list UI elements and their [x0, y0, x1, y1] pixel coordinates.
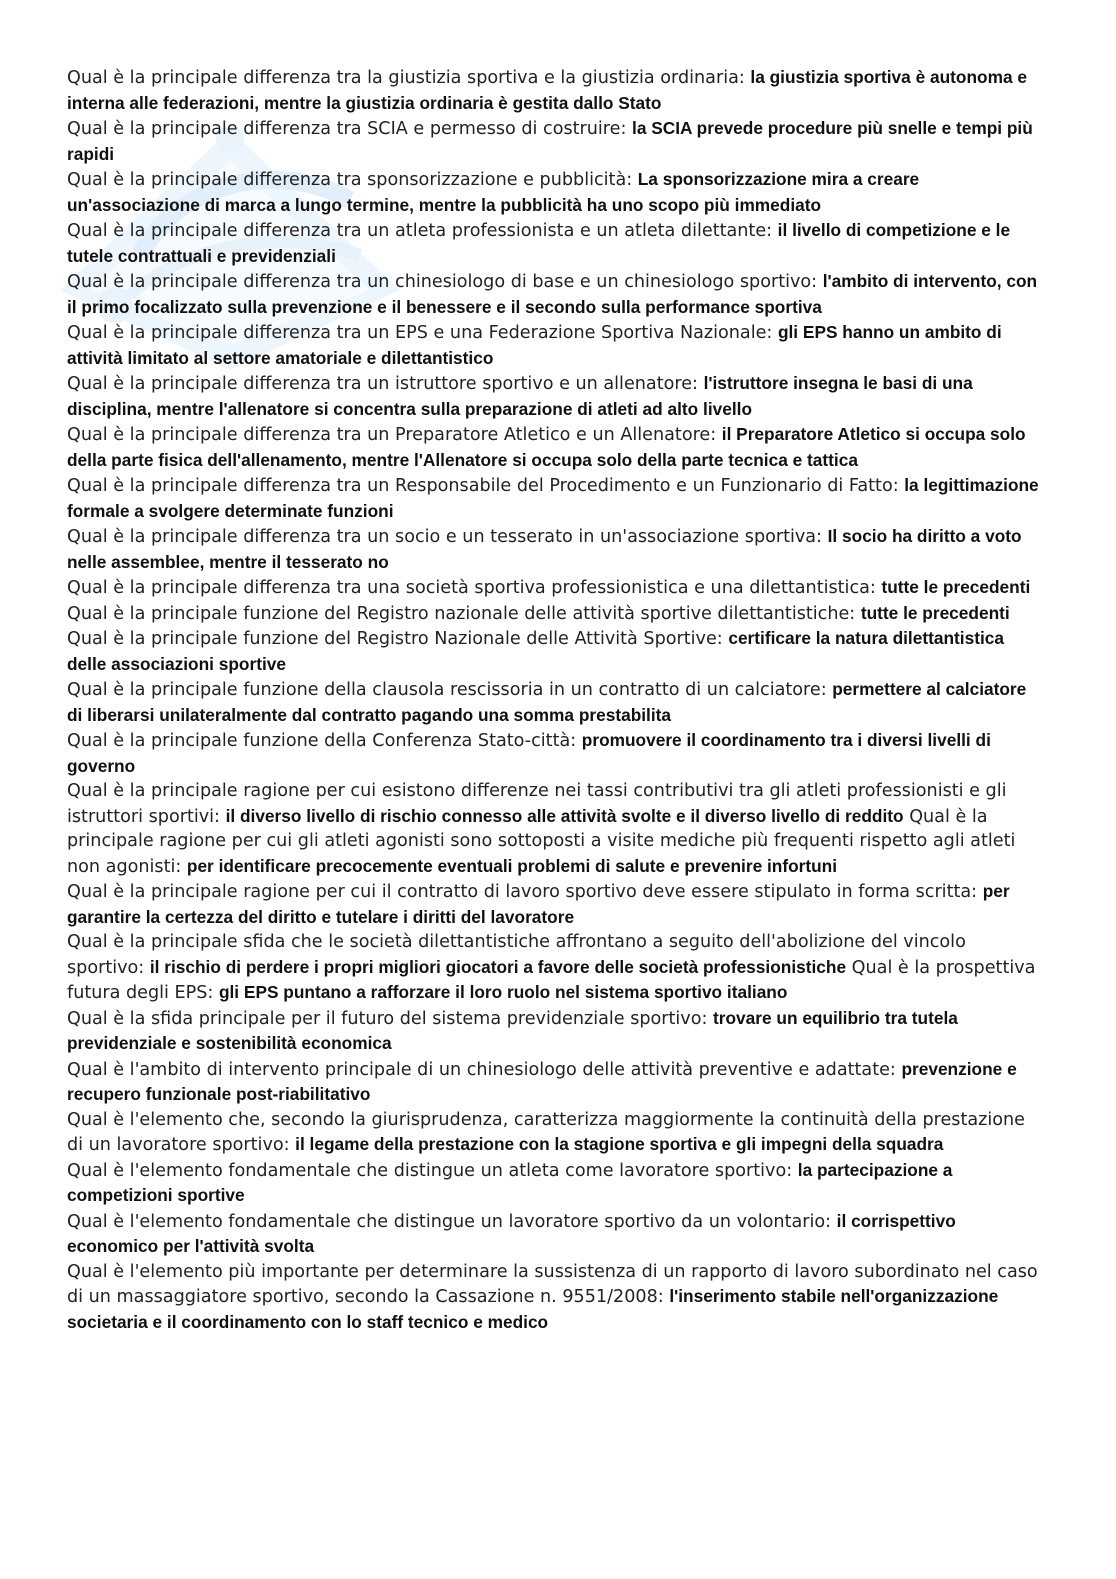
qa-entry — [67, 1057, 1042, 1108]
qa-entry — [67, 677, 1042, 728]
qa-entry — [67, 1158, 1042, 1209]
question-text: Qual è la principale differenza tra la giustizia sportiva e la giustizia ordinaria: — [67, 68, 745, 88]
answer-text: per identificare precocemente eventuali problemi di salute e prevenire infortuni — [186, 855, 838, 876]
question-text: Qual è la principale differenza tra un EPS e una Federazione Sportiva Nazionale: — [67, 323, 773, 343]
qa-entry — [67, 601, 1042, 627]
question-text: Qual è la principale funzione del Registro Nazionale delle Attività Sportive: — [67, 629, 723, 649]
answer-text: il livello di competizione e le tutele contrattuali e previdenziali — [67, 220, 1011, 266]
qa-entry — [67, 269, 1042, 320]
answer-text: per garantire la certezza del diritto e tutelare i diritti del lavoratore — [67, 881, 1010, 927]
question-text: Qual è la principale differenza tra un Responsabile del Procedimento e un Funzionario di Fatto: — [67, 476, 899, 496]
qa-entry — [67, 473, 1042, 524]
qa-entry — [67, 626, 1042, 677]
answer-text: il corrispettivo economico per l'attività svolta — [67, 1210, 956, 1256]
question-text: Qual è la principale sfida che le società dilettantistiche affrontano a seguito dell'abolizione del vincolo sportivo: — [67, 932, 966, 978]
answer-text: permettere al calciatore di liberarsi unilateralmente dal contratto pagando una somma prestabilita — [67, 679, 1027, 725]
qa-entry — [67, 371, 1042, 422]
answer-text: gli EPS hanno un ambito di attività limitato al settore amatoriale e dilettantistico — [67, 322, 1002, 368]
question-text: Qual è la principale differenza tra sponsorizzazione e pubblicità: — [67, 170, 633, 190]
question-text: Qual è la principale differenza tra un atleta professionista e un atleta dilettante: — [67, 221, 773, 241]
question-text: Qual è la principale differenza tra SCIA e permesso di costruire: — [67, 119, 627, 139]
question-text: Qual è la principale funzione del Registro nazionale delle attività sportive dilettantistiche: — [67, 603, 856, 624]
question-text: Qual è la prospettiva futura degli EPS: — [67, 957, 1036, 1003]
answer-text: la legittimazione formale a svolgere determinate funzioni — [67, 475, 1039, 521]
answer-text: il diverso livello di rischio connesso alle attività svolte e il diverso livello di reddito — [225, 805, 904, 826]
qa-list — [67, 65, 1042, 1335]
question-text: Qual è la principale differenza tra un istruttore sportivo e un allenatore: — [67, 374, 698, 394]
answer-text: l'ambito di intervento, con il primo focalizzato sulla prevenzione e il benessere e il secondo sulla performance sportiva — [67, 271, 1038, 317]
qa-entry — [67, 1209, 1042, 1260]
question-text: Qual è l'elemento che, secondo la giurisprudenza, caratterizza maggiormente la continuità della prestazione di un lavoratore sportivo: — [67, 1109, 1026, 1155]
qa-entry — [67, 575, 1042, 601]
qa-entry — [67, 930, 1042, 1006]
question-text: Qual è la principale differenza tra un socio e un tesserato in un'associazione sportiva: — [67, 527, 823, 547]
qa-entry — [67, 524, 1042, 575]
question-text: Qual è l'ambito di intervento principale di un chinesiologo delle attività preventive e adattate: — [67, 1059, 896, 1080]
answer-text: la giustizia sportiva è autonoma e interna alle federazioni, mentre la giustizia ordinaria è gestita dallo Stato — [67, 67, 1027, 113]
qa-entry — [67, 879, 1042, 930]
answer-text: tutte le precedenti — [881, 577, 1031, 597]
answer-text: trovare un equilibrio tra tutela previdenziale e sostenibilità economica — [67, 1007, 958, 1053]
qa-entry — [67, 779, 1042, 879]
answer-text: la partecipazione a competizioni sportive — [67, 1159, 953, 1205]
answer-text: la SCIA prevede procedure più snelle e tempi più rapidi — [67, 118, 1033, 164]
question-text: Qual è l'elemento fondamentale che distingue un lavoratore sportivo da un volontario: — [67, 1211, 832, 1232]
question-text: Qual è l'elemento fondamentale che distingue un atleta come lavoratore sportivo: — [67, 1160, 793, 1181]
answer-text: il Preparatore Atletico si occupa solo della parte fisica dell'allenamento, mentre l'Allenatore si occupa solo della parte tecnica e tattica — [67, 424, 1026, 470]
question-text: Qual è la principale ragione per cui gli atleti agonisti sono sottoposti a visite mediche più frequenti rispetto agli atleti non agonisti: — [67, 806, 1016, 877]
answer-text: certificare la natura dilettantistica delle associazioni sportive — [67, 628, 1004, 674]
answer-text: tutte le precedenti — [860, 602, 1010, 623]
question-text: Qual è la principale funzione della clausola rescissoria in un contratto di un calciatore: — [67, 680, 827, 700]
answer-text: il legame della prestazione con la stagione sportiva e gli impegni della squadra — [295, 1134, 944, 1154]
qa-entry — [67, 1108, 1042, 1158]
qa-entry — [67, 728, 1042, 779]
qa-entry — [67, 65, 1042, 116]
question-text: Qual è la principale ragione per cui il contratto di lavoro sportivo deve essere stipulato in forma scritta: — [67, 882, 978, 902]
question-text: Qual è la principale ragione per cui esistono differenze nei tassi contributivi tra gli atleti professionisti e gli istruttori sportivi: — [67, 781, 1007, 827]
qa-entry — [67, 167, 1042, 218]
question-text: Qual è l'elemento più importante per determinare la sussistenza di un rapporto di lavoro subordinato nel caso di un massaggiatore sportivo, secondo la Cassazione n. 9551/2008: — [67, 1261, 1038, 1307]
qa-entry — [67, 116, 1042, 167]
qa-entry — [67, 320, 1042, 371]
question-text: Qual è la sfida principale per il futuro del sistema previdenziale sportivo: — [67, 1008, 708, 1029]
answer-text: gli EPS puntano a rafforzare il loro ruolo nel sistema sportivo italiano — [218, 982, 788, 1002]
answer-text: Il socio ha diritto a voto nelle assemblee, mentre il tesserato no — [67, 526, 1022, 572]
question-text: Qual è la principale differenza tra un chinesiologo di base e un chinesiologo sportivo: — [67, 272, 818, 292]
qa-entry — [67, 422, 1042, 473]
question-text: Qual è la principale funzione della Conferenza Stato-città: — [67, 731, 577, 751]
qa-entry — [67, 1006, 1042, 1057]
answer-text: promuovere il coordinamento tra i diversi livelli di governo — [67, 730, 991, 776]
qa-entry — [67, 218, 1042, 269]
answer-text: l'istruttore insegna le basi di una disciplina, mentre l'allenatore si concentra sulla preparazione di atleti ad alto livello — [67, 373, 973, 419]
answer-text: il rischio di perdere i propri migliori giocatori a favore delle società professionistiche — [149, 956, 847, 977]
question-text: Qual è la principale differenza tra una società sportiva professionistica e una dilettantistica: — [67, 578, 876, 598]
answer-text: prevenzione e recupero funzionale post-riabilitativo — [67, 1058, 1017, 1104]
answer-text: l'inserimento stabile nell'organizzazione societaria e il coordinamento con lo staff tecnico e medico — [67, 1286, 999, 1332]
answer-text: La sponsorizzazione mira a creare un'associazione di marca a lungo termine, mentre la pubblicità ha uno scopo più immediato — [67, 169, 920, 215]
qa-entry — [67, 1260, 1042, 1336]
question-text: Qual è la principale differenza tra un Preparatore Atletico e un Allenatore: — [67, 425, 717, 445]
